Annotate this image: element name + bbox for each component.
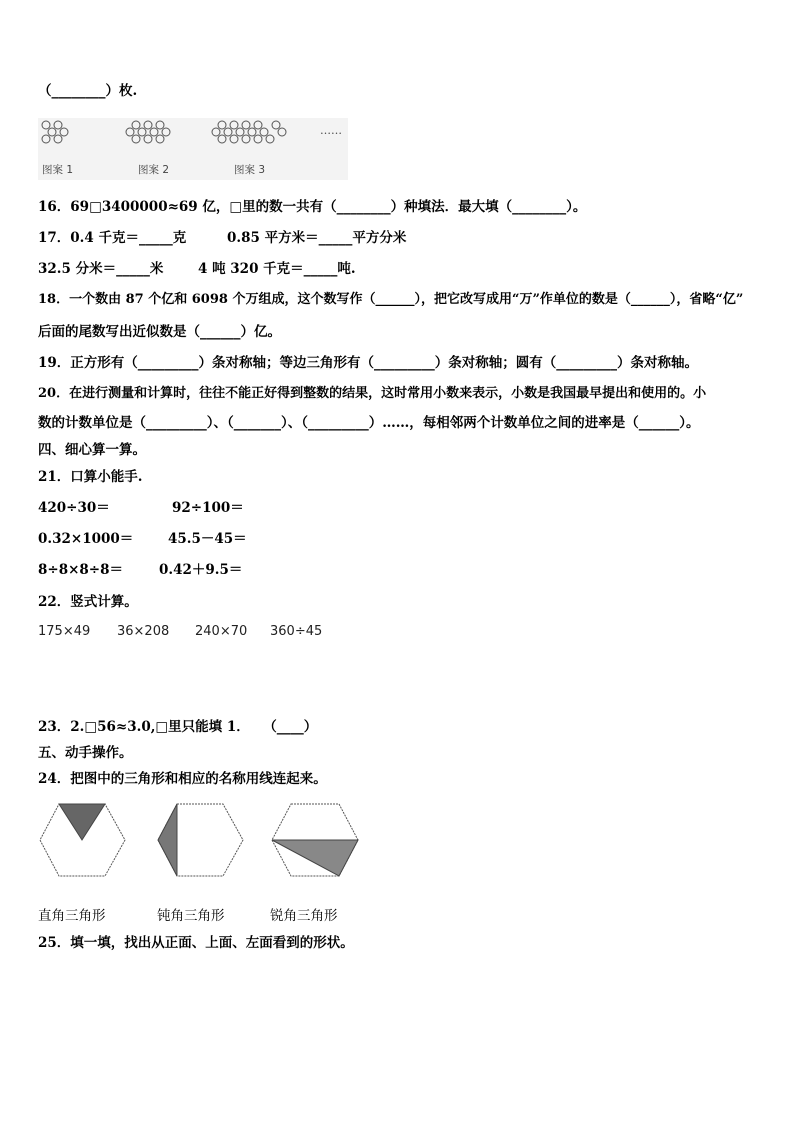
question-20-line2: 数的计数单位是（_________）、（_______）、（_________）……，每相邻两个计数单位之间的进率是（______）。 — [38, 415, 700, 431]
section-4-heading: 四、细心算一算。 — [38, 442, 146, 458]
oral-calc-6: 0.42＋9.5＝ — [159, 562, 243, 578]
question-17-a: 17．0.4 千克＝_____克 — [38, 230, 187, 246]
question-21-title: 21．口算小能手. — [38, 469, 143, 485]
hexagon-figure-1 — [38, 802, 128, 880]
question-17-d: 4 吨 320 千克＝_____吨. — [198, 261, 356, 277]
oral-calc-5: 8÷8×8÷8＝ — [38, 562, 124, 578]
hexagon-figure-3 — [270, 802, 362, 880]
question-25: 25．填一填，找出从正面、上面、左面看到的形状。 — [38, 935, 354, 951]
question-18-line1: 18．一个数由 87 个亿和 6098 个万组成，这个数写作（______），把它改写成用“万”作单位的数是（______），省略“亿” — [38, 292, 744, 307]
label-obtuse-triangle: 钝角三角形 — [157, 908, 225, 924]
oral-calc-3: 0.32×1000＝ — [38, 531, 134, 547]
pattern-figure — [38, 118, 348, 180]
question-18-line2: 后面的尾数写出近似数是（______）亿。 — [38, 324, 281, 340]
question-22-title: 22．竖式计算。 — [38, 594, 138, 610]
vertical-calc-1: 175×49 — [38, 624, 91, 639]
question-24-title: 24．把图中的三角形和相应的名称用线连起来。 — [38, 771, 327, 787]
oral-calc-4: 45.5－45＝ — [168, 531, 247, 547]
question-20-line1: 20．在进行测量和计算时，往往不能正好得到整数的结果，这时常用小数来表示，小数是我国最早提出和使用的。小 — [38, 386, 707, 401]
question-16: 16．69□3400000≈69 亿，□里的数一共有（________）种填法．最大填（________）。 — [38, 199, 587, 215]
vertical-calc-3: 240×70 — [195, 624, 248, 639]
pattern-ellipsis: …… — [320, 124, 342, 137]
label-right-triangle: 直角三角形 — [38, 908, 106, 924]
answer-fragment: （________）枚. — [38, 83, 138, 99]
oral-calc-2: 92÷100＝ — [172, 500, 244, 516]
pattern-label-1: 图案 1 — [42, 164, 74, 176]
pattern-label-3: 图案 3 — [234, 164, 266, 176]
vertical-calc-2: 36×208 — [117, 624, 170, 639]
pattern-label-2: 图案 2 — [138, 164, 170, 176]
hexagon-figure-2 — [156, 802, 246, 880]
question-17-c: 32.5 分米＝_____米 — [38, 261, 164, 277]
vertical-calc-4: 360÷45 — [270, 624, 323, 639]
oral-calc-1: 420÷30＝ — [38, 500, 110, 516]
pattern-circles — [38, 118, 348, 162]
question-17-b: 0.85 平方米＝_____平方分米 — [227, 230, 407, 246]
section-5-heading: 五、动手操作。 — [38, 745, 133, 761]
question-19: 19．正方形有（_________）条对称轴；等边三角形有（_________）条对称轴；圆有（_________）条对称轴。 — [38, 355, 699, 371]
question-23: 23．2.□56≈3.0,□里只能填 1． （____） — [38, 719, 318, 735]
label-acute-triangle: 锐角三角形 — [270, 908, 338, 924]
